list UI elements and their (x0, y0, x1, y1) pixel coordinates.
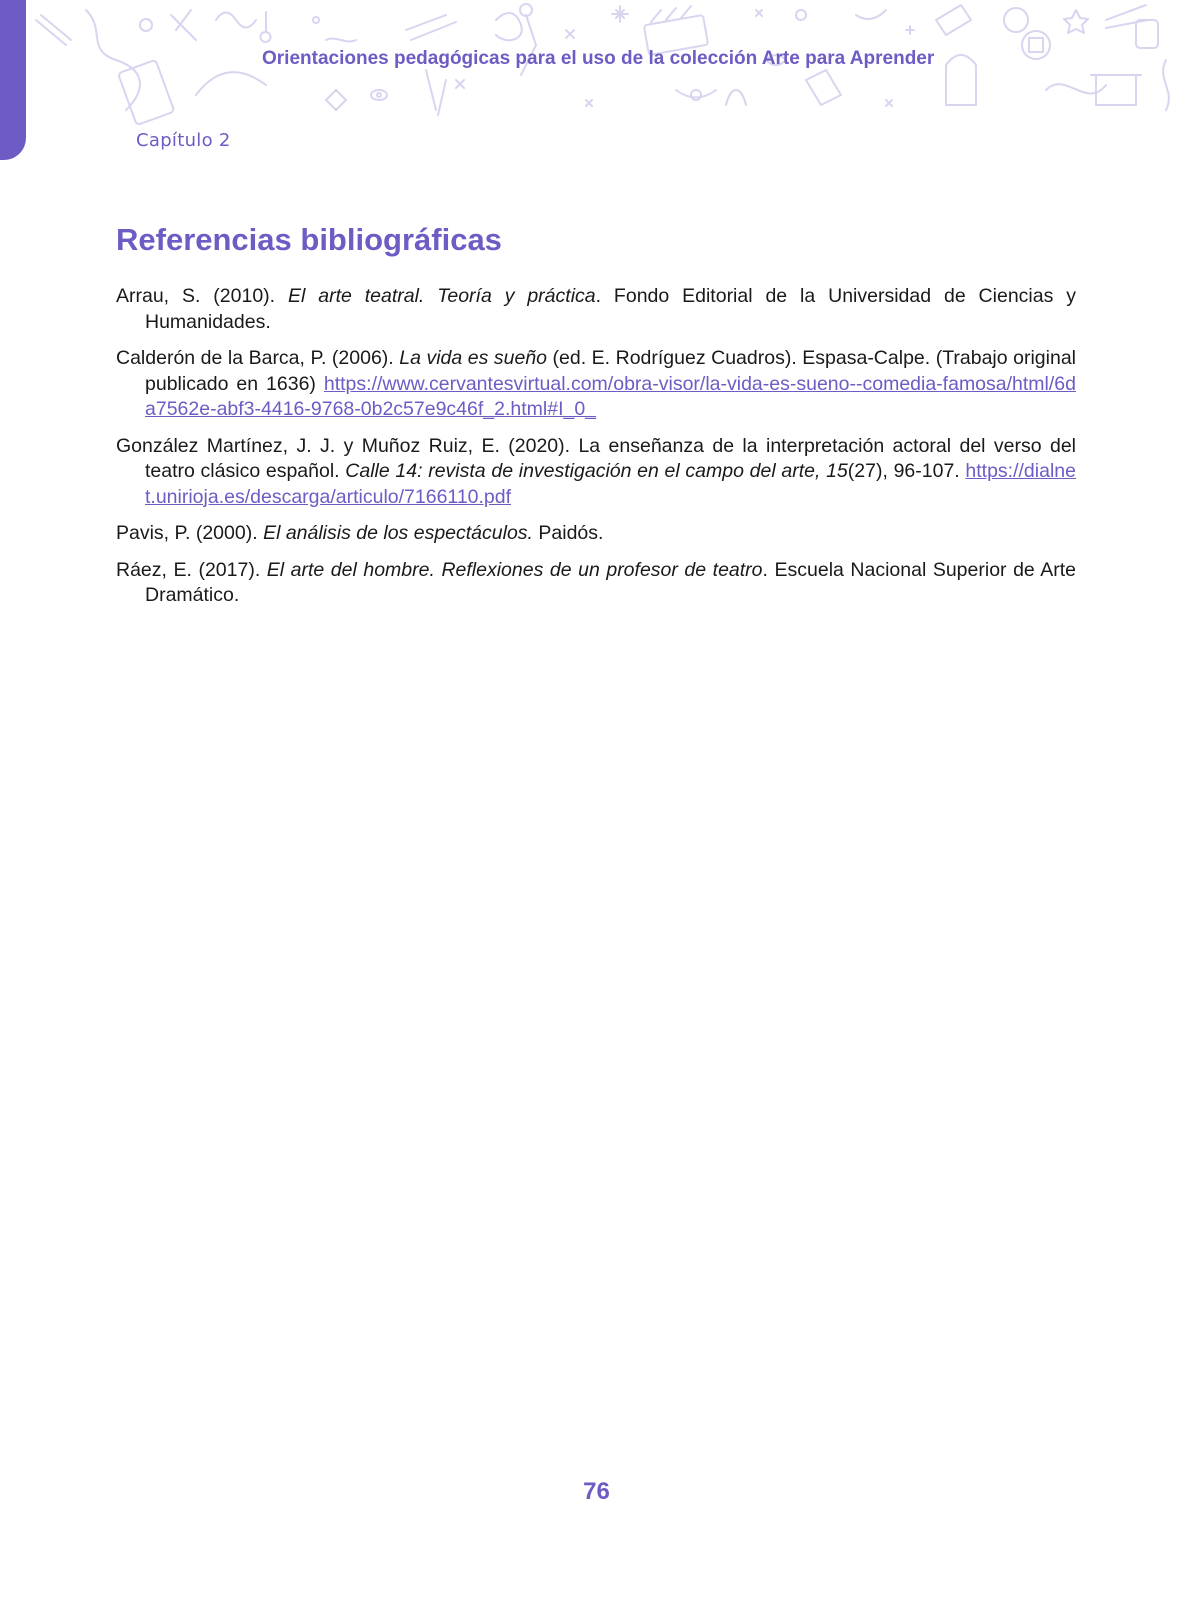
reference-title: La vida es sueño (399, 347, 548, 369)
reference-details: . Escuela Nacional Superior de Arte Dramático. (145, 558, 1076, 606)
reference-title: El análisis de los espectáculos. (263, 522, 533, 544)
running-header-title: Orientaciones pedagógicas para el uso de la colección Arte para Aprender (262, 48, 935, 69)
reference-author: González Martínez, J. J. y Muñoz Ruiz, E. (2020). La enseñanza de la interpretación actoral del verso del teatro clásico español. (116, 434, 1076, 482)
reference-item (116, 521, 1076, 547)
reference-list (116, 284, 1076, 620)
reference-author: Ráez, E. (2017). (116, 558, 267, 581)
reference-details: (ed. E. Rodríguez Cuadros). Espasa-Calpe. (Trabajo original publicado en 1636) (145, 347, 1076, 395)
side-tab-marker (0, 0, 26, 160)
reference-link[interactable]: https://www.cervantesvirtual.com/obra-visor/la-vida-es-sueno--comedia-famosa/html/6da7562e-abf3-4416-9768-0b2c57e9c46f_2.html#I_0_ (145, 372, 1076, 420)
reference-details: (27), 96-107. (847, 460, 966, 482)
reference-item (116, 434, 1076, 511)
reference-author: Pavis, P. (2000). (116, 522, 264, 544)
reference-author: Calderón de la Barca, P. (2006). (116, 347, 400, 369)
chapter-label: Capítulo 2 (136, 130, 231, 151)
reference-title: Calle 14: revista de investigación en el campo del arte, 15 (345, 460, 848, 482)
reference-details: Paidós. (532, 522, 604, 544)
reference-details: . Fondo Editorial de la Universidad de Ciencias y Humanidades. (145, 285, 1076, 333)
page-number: 76 (583, 1478, 610, 1505)
reference-title: El arte teatral. Teoría y práctica (288, 285, 596, 307)
reference-link[interactable]: https://dialnet.unirioja.es/descarga/articulo/7166110.pdf (145, 460, 1076, 508)
reference-item (116, 558, 1076, 609)
reference-item (116, 346, 1076, 423)
section-heading: Referencias bibliográficas (116, 222, 502, 257)
reference-title: El arte del hombre. Reflexiones de un profesor de teatro (266, 558, 763, 581)
reference-item (116, 284, 1076, 335)
reference-author: Arrau, S. (2010). (116, 285, 288, 307)
